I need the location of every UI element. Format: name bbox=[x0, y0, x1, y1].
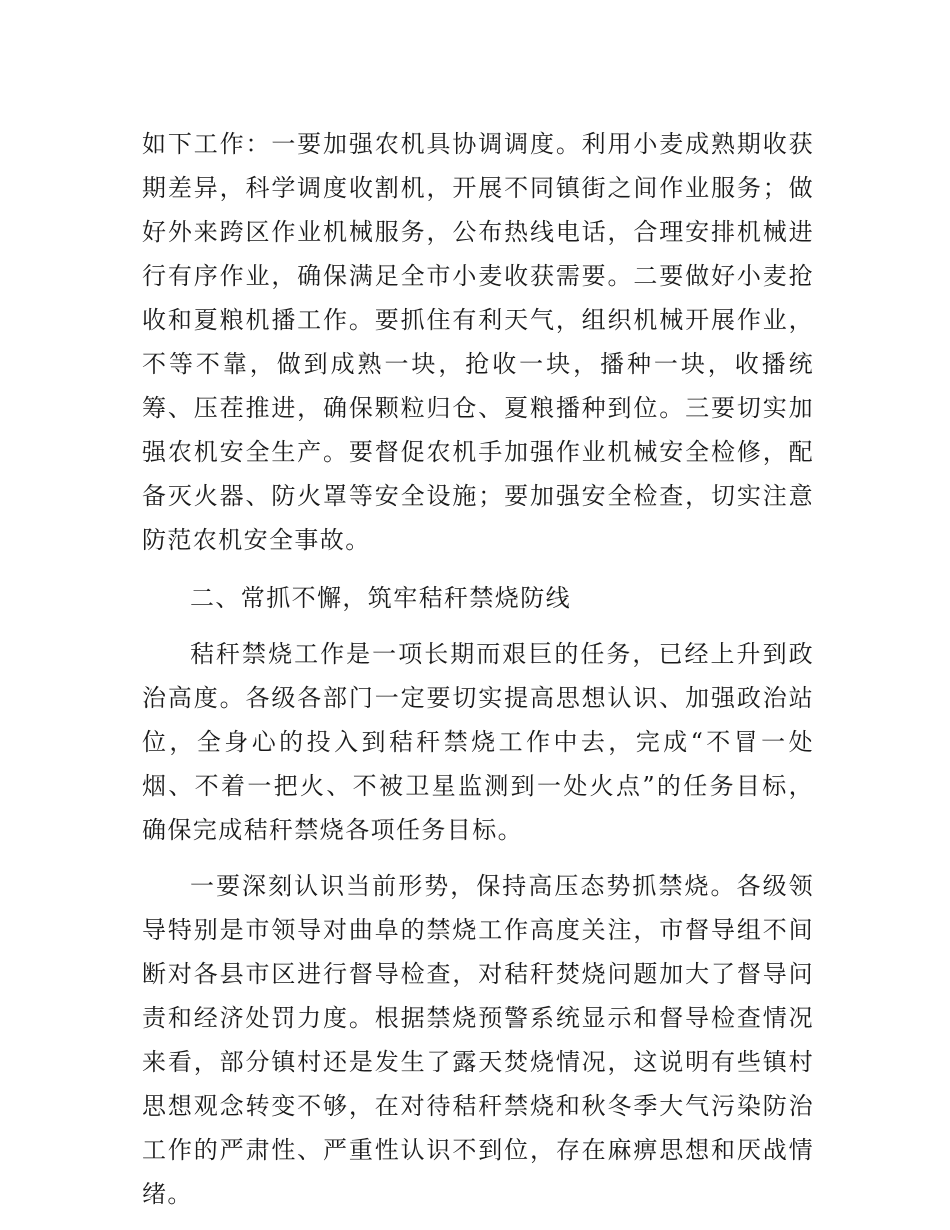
body-paragraph-1: 如下工作：一要加强农机具协调调度。利用小麦成熟期收获期差异，科学调度收割机，开展不同镇街之间作业服务；做好外来跨区作业机械服务，公布热线电话，合理安排机械进行有序作业，确保满足全市小麦收获需要。二要做好小麦抢收和夏粮机播工作。要抓住有利天气，组织机械开展作业，不等不靠，做到成熟一块，抢收一块，播种一块，收播统筹、压茬推进，确保颗粒归仓、夏粮播种到位。三要切实加强农机安全生产。要督促农机手加强作业机械安全检修，配备灭火器、防火罩等安全设施；要加强安全检查，切实注意防范农机安全事故。 bbox=[142, 130, 814, 554]
body-paragraph-3: 一要深刻认识当前形势，保持高压态势抓禁烧。各级领导特别是市领导对曲阜的禁烧工作高度关注，市督导组不间断对各县市区进行督导检查，对秸秆焚烧问题加大了督导问责和经济处罚力度。根据禁烧预警系统显示和督导检查情况来看，部分镇村还是发生了露天焚烧情况，这说明有些镇村思想观念转变不够，在对待秸秆禁烧和秋冬季大气污染防治工作的严肃性、严重性认识不到位，存在麻痹思想和厌战情绪。 bbox=[142, 872, 814, 1208]
document-page bbox=[142, 122, 814, 1216]
section-heading-2: 二、常抓不懈，筑牢秸秆禁烧防线 bbox=[190, 584, 571, 612]
body-paragraph-2: 秸秆禁烧工作是一项长期而艰巨的任务，已经上升到政治高度。各级各部门一定要切实提高思想认识、加强政治站位，全身心的投入到秸秆禁烧工作中去，完成“不冒一处烟、不着一把火、不被卫星监测到一处火点”的任务目标，确保完成秸秆禁烧各项任务目标。 bbox=[142, 640, 814, 844]
